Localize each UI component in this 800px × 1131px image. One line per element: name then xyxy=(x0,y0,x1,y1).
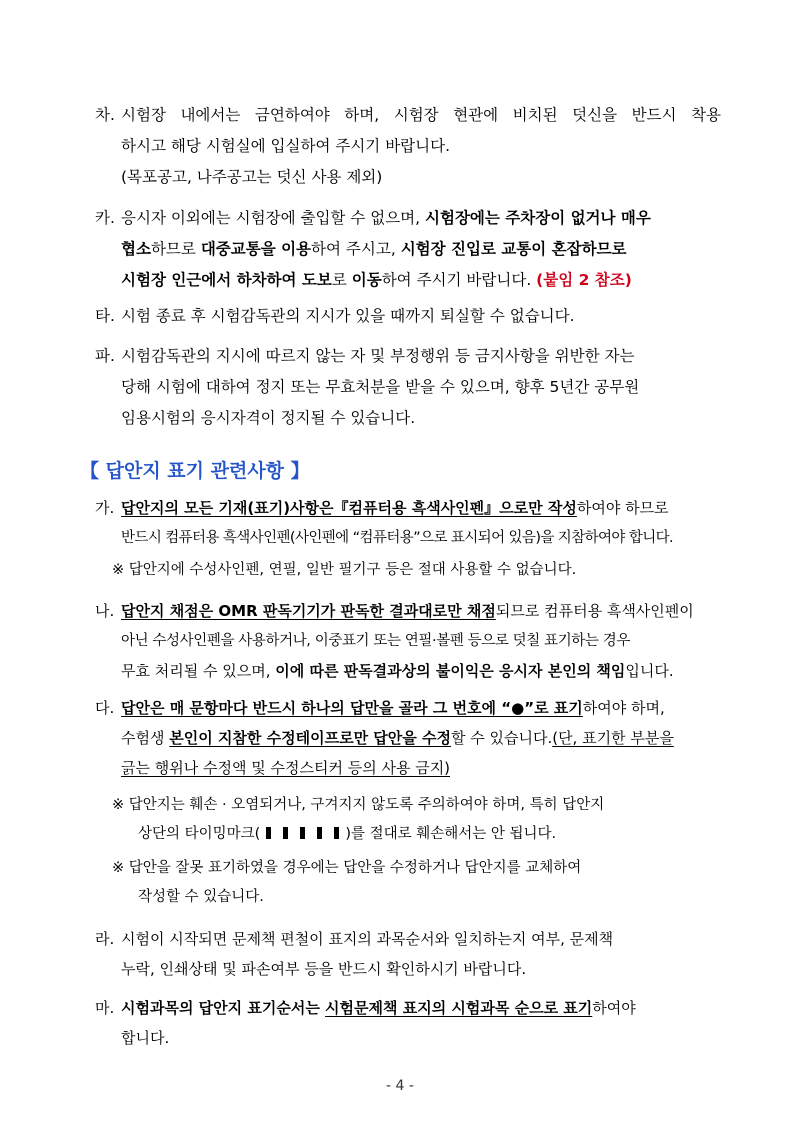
item-text: 무효 처리될 수 있으며, 이에 따른 판독결과상의 불이익은 응시자 본인의 책임입니다. xyxy=(121,662,674,680)
item-text: 시험장 내에서는 금연하여야 하며, 시험장 현관에 비치된 덧신을 반드시 착용 xyxy=(121,106,721,124)
item-text: 하시고 해당 시험실에 입실하여 주시기 바랍니다. xyxy=(121,137,451,155)
timing-mark xyxy=(317,827,322,839)
item-marker: 나. xyxy=(95,602,115,620)
item-text: 당해 시험에 대하여 정지 또는 무효처분을 받을 수 있으며, 향후 5년간 공무원 xyxy=(121,378,640,396)
item-text: 반드시 컴퓨터용 흑색사인펜(사인펜에 “컴퓨터용”으로 표시되어 있음)을 지참하여야 합니다. xyxy=(121,530,674,546)
item-text: 시험감독관의 지시에 따르지 않는 자 및 부정행위 등 금지사항을 위반한 자는 xyxy=(121,347,635,365)
timing-mark xyxy=(266,827,271,839)
item-marker: 다. xyxy=(95,699,115,717)
item-text: 시험이 시작되면 문제책 편철이 표지의 과목순서와 일치하는지 여부, 문제책 xyxy=(121,930,614,948)
item-text: 시험장 인근에서 하차하여 도보로 이동하여 주시기 바랍니다. (붙임 2 참조) xyxy=(121,271,632,289)
item-marker: 타. xyxy=(95,307,115,325)
item-text: 응시자 이외에는 시험장에 출입할 수 없으며, 시험장에는 주차장이 없거나 매우 xyxy=(121,209,651,227)
timing-mark xyxy=(334,827,339,839)
item-text: 답안지의 모든 기재(표기)사항은『컴퓨터용 흑색사인펜』으로만 작성하여야 하므로 xyxy=(121,499,669,517)
note: 작성할 수 있습니다. xyxy=(138,889,264,905)
page-number: - 4 - xyxy=(386,1078,414,1094)
item-text: 답안지 채점은 OMR 판독기기가 판독한 결과대로만 채점되므로 컴퓨터용 흑색사인펜이 xyxy=(121,602,694,620)
item-text: 긁는 행위나 수정액 및 수정스티커 등의 사용 금지) xyxy=(121,759,451,777)
item-text: (목포공고, 나주공고는 덧신 사용 제외) xyxy=(121,168,383,186)
note: 상단의 타이밍마크( )를 절대로 훼손해서는 안 됩니다. xyxy=(138,826,557,842)
note: ※ 답안을 잘못 표기하였을 경우에는 답안을 수정하거나 답안지를 교체하여 xyxy=(112,860,582,876)
note: ※ 답안지는 훼손 · 오염되거나, 구겨지지 않도록 주의하여야 하며, 특히 답안지 xyxy=(112,797,605,813)
item-text: 시험과목의 답안지 표기순서는 시험문제책 표지의 시험과목 순으로 표기하여야 xyxy=(121,999,636,1017)
timing-mark xyxy=(283,827,288,839)
item-text: 협소하므로 대중교통을 이용하여 주시고, 시험장 진입로 교통이 혼잡하므로 xyxy=(121,240,627,258)
item-text: 아닌 수성사인펜을 사용하거나, 이중표기 또는 연필·볼펜 등으로 덧칠 표기하는 경우 xyxy=(121,633,630,649)
item-text: 누락, 인쇄상태 및 파손여부 등을 반드시 확인하시기 바랍니다. xyxy=(121,960,527,978)
item-text: 시험 종료 후 시험감독관의 지시가 있을 때까지 퇴실할 수 없습니다. xyxy=(121,307,575,325)
item-marker: 가. xyxy=(95,499,115,517)
item-marker: 마. xyxy=(95,999,115,1017)
timing-marks xyxy=(260,826,345,842)
item-text: 답안은 매 문항마다 반드시 하나의 답만을 골라 그 번호에 “●”로 표기하여야 하며, xyxy=(121,699,665,717)
item-text: 임용시험의 응시자격이 정지될 수 있습니다. xyxy=(121,409,416,427)
section-heading: 【 답안지 표기 관련사항 】 xyxy=(80,460,310,482)
item-marker: 차. xyxy=(95,106,115,124)
item-marker: 라. xyxy=(95,930,115,948)
timing-mark xyxy=(300,827,305,839)
note: ※ 답안지에 수성사인펜, 연필, 일반 필기구 등은 절대 사용할 수 없습니다. xyxy=(112,562,577,578)
item-text: 합니다. xyxy=(121,1029,170,1047)
item-marker: 파. xyxy=(95,347,115,365)
attachment-ref: (붙임 2 참조) xyxy=(536,271,632,289)
item-text: 수험생 본인이 지참한 수정테이프로만 답안을 수정할 수 있습니다.(단, 표기한 부분을 xyxy=(121,729,674,747)
item-marker: 카. xyxy=(95,209,115,227)
